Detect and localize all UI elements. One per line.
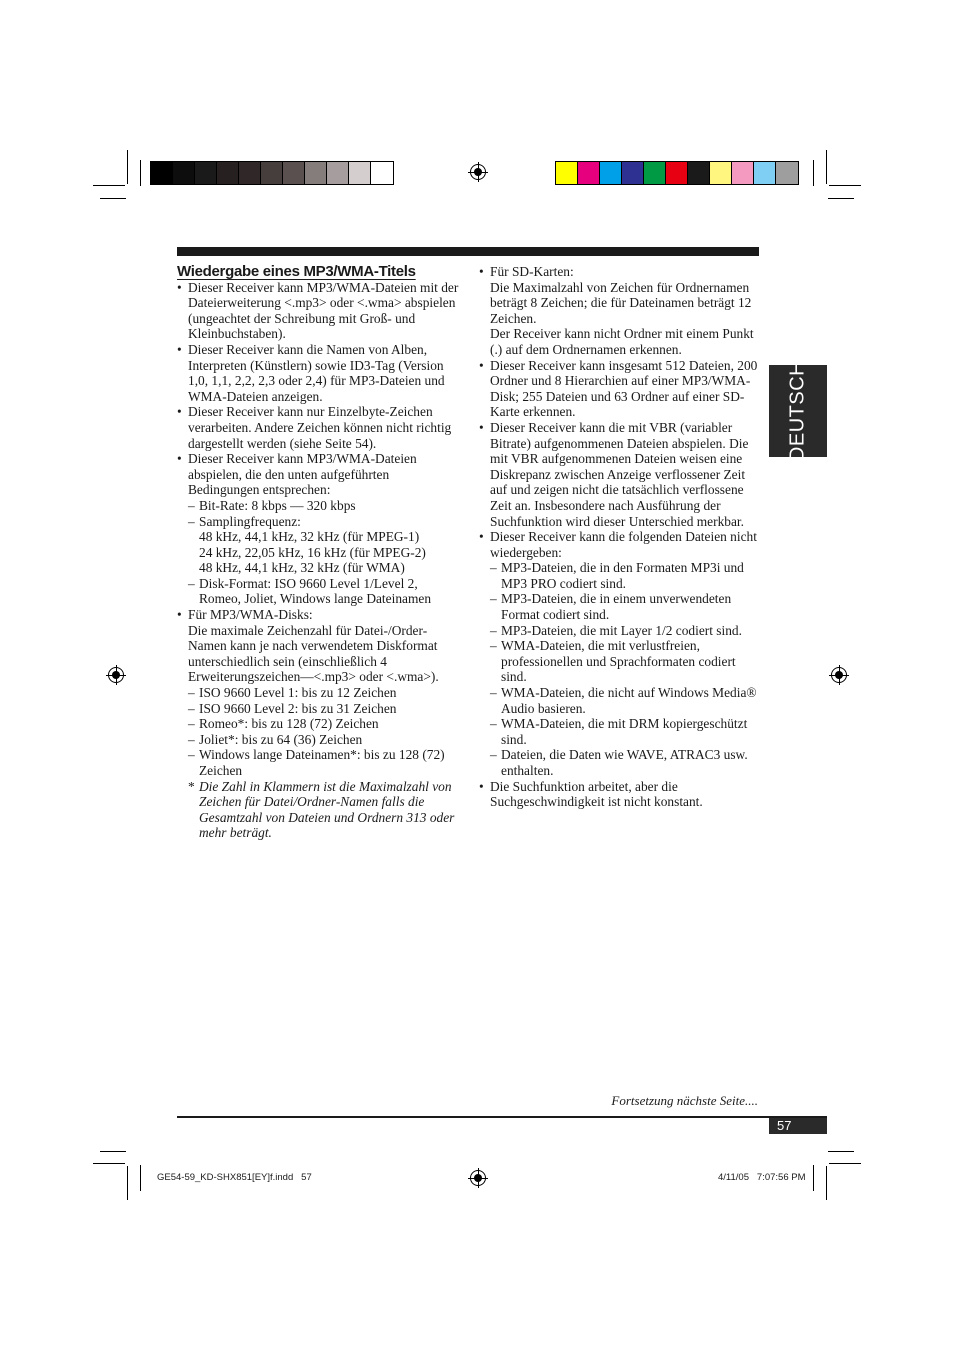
crop-mark (826, 150, 827, 184)
crop-mark (100, 198, 126, 199)
registration-mark-icon (470, 1170, 486, 1186)
sub-item: – ISO 9660 Level 1: bis zu 12 Zeichen (177, 685, 460, 701)
sub-item: – MP3-Dateien, die mit Layer 1/2 codiert sind. (479, 623, 761, 639)
color-swatch (349, 162, 371, 184)
left-column (177, 264, 460, 841)
color-swatch (644, 162, 666, 184)
text-line: 24 kHz, 22,05 kHz, 16 kHz (für MPEG-2) (199, 544, 426, 560)
color-swatch (151, 162, 173, 184)
footer-timestamp: 4/11/05 7:07:56 PM (718, 1172, 806, 1183)
sub-item: – WMA-Dateien, die nicht auf Windows Media® Audio basieren. (479, 685, 761, 716)
crop-mark (813, 160, 814, 186)
crop-mark (829, 185, 861, 186)
sub-item: – Samplingfrequenz: (177, 514, 460, 530)
color-swatch (327, 162, 349, 184)
crop-mark (127, 150, 128, 184)
footer-file-info: GE54-59_KD-SHX851[EY]f.indd 57 (157, 1172, 312, 1183)
left-text-list (177, 280, 460, 841)
page-number: 57 (769, 1118, 827, 1134)
right-text-list (479, 264, 761, 810)
color-swatch (578, 162, 600, 184)
crop-mark (140, 1165, 141, 1191)
language-tab-label: DEUTSCH (786, 360, 809, 462)
bullet-item: • Dieser Receiver kann die Namen von Alben, Interpreten (Künstlern) sowie ID3-Tag (Version 1,0, 1,1, 2,2, 2,3 oder 2,4) für MP3-Dateien und WMA-Dateien anzeigen. (177, 342, 460, 404)
color-swatch (283, 162, 305, 184)
sub-item: – ISO 9660 Level 2: bis zu 31 Zeichen (177, 701, 460, 717)
sub-item: – Dateien, die Daten wie WAVE, ATRAC3 usw. enthalten. (479, 747, 761, 778)
color-swatch (754, 162, 776, 184)
crop-mark (813, 1165, 814, 1191)
grayscale-color-bar (150, 161, 394, 185)
right-column (479, 264, 761, 810)
sub-item: – Bit-Rate: 8 kbps — 320 kbps (177, 498, 460, 514)
continuation-note: Fortsetzung nächste Seite.... (611, 1093, 758, 1108)
bullet-item: • Dieser Receiver kann die mit VBR (variabler Bitrate) aufgenommenen Dateien abspielen. Die mit VBR aufgenommenen Dateien weisen eine Diskrepanz zwischen Anzeige verflossener Zeit auf und zeigen nicht die tatsächlich verflossene Zeit an. Insbesondere nach Ausführung der Suchfunktion wird dieser Unterschied merkbar. (479, 420, 761, 529)
text-line: Die Maximalzahl von Zeichen für Ordnernamen beträgt 8 Zeichen; die für Dateinamen beträgt 12 Zeichen. (490, 279, 752, 326)
bullet-item: • Für MP3/WMA-Disks: (177, 607, 460, 623)
bullet-item: • Die Suchfunktion arbeitet, aber die Suchgeschwindigkeit ist nicht konstant. (479, 779, 761, 810)
footer-rule (177, 1116, 827, 1118)
color-swatch (710, 162, 732, 184)
color-swatch (666, 162, 688, 184)
text-line: 48 kHz, 44,1 kHz, 32 kHz (für WMA) (199, 560, 405, 576)
bullet-item: • Dieser Receiver kann nur Einzelbyte-Zeichen verarbeiten. Andere Zeichen können nicht richtig dargestellt werden (siehe Seite 54). (177, 404, 460, 451)
color-swatch (371, 162, 393, 184)
color-swatch (217, 162, 239, 184)
bullet-item: • Dieser Receiver kann MP3/WMA-Dateien abspielen, die den unten aufgeführten Bedingungen entsprechen: (177, 451, 460, 498)
sub-item: – Romeo*: bis zu 128 (72) Zeichen (177, 716, 460, 732)
text-line: 48 kHz, 44,1 kHz, 32 kHz (für MPEG-1) (199, 529, 420, 545)
bullet-item: • Dieser Receiver kann die folgenden Dateien nicht wiedergeben: (479, 529, 761, 560)
color-swatch (622, 162, 644, 184)
crop-mark (140, 160, 141, 186)
section-title: Wiedergabe eines MP3/WMA-Titels (177, 263, 416, 280)
crop-mark (829, 1163, 861, 1164)
language-tab (769, 360, 827, 462)
text-line: Die maximale Zeichenzahl für Datei-/Order-Namen kann je nach verwendetem Diskformat unterschiedlich sein (einschließlich 4 Erweiterungszeichen—<.mp3> oder <.wma>). (188, 622, 439, 685)
bullet-item: • Für SD-Karten: (479, 264, 761, 280)
color-swatch (600, 162, 622, 184)
color-swatch (732, 162, 754, 184)
registration-mark-icon (831, 667, 847, 683)
color-swatch (195, 162, 217, 184)
text-line: Der Receiver kann nicht Ordner mit einem Punkt (.) auf dem Ordnernamen erkennen. (490, 326, 754, 357)
crop-mark (100, 1151, 126, 1152)
color-swatch (556, 162, 578, 184)
cmyk-color-bar (555, 161, 799, 185)
color-swatch (239, 162, 261, 184)
sub-item: – Windows lange Dateinamen*: bis zu 128 (72) Zeichen (177, 747, 460, 778)
sub-item: – WMA-Dateien, die mit verlustfreien, professionellen und Sprachformaten codiert sind. (479, 638, 761, 685)
crop-mark (826, 1166, 827, 1200)
sub-item: – Disk-Format: ISO 9660 Level 1/Level 2, Romeo, Joliet, Windows lange Dateinamen (177, 576, 460, 607)
crop-mark (127, 1166, 128, 1200)
bullet-item: • Dieser Receiver kann MP3/WMA-Dateien mit der Dateierweiterung <.mp3> oder <.wma> abspielen (ungeachtet der Schreibung mit Groß- und Kleinbuchstaben). (177, 280, 460, 342)
sub-item: – MP3-Dateien, die in den Formaten MP3i und MP3 PRO codiert sind. (479, 560, 761, 591)
crop-mark (93, 185, 125, 186)
sub-item: – Joliet*: bis zu 64 (36) Zeichen (177, 732, 460, 748)
registration-mark-icon (470, 164, 486, 180)
crop-mark (93, 1163, 125, 1164)
color-swatch (776, 162, 798, 184)
color-swatch (173, 162, 195, 184)
color-swatch (688, 162, 710, 184)
bullet-item: • Dieser Receiver kann insgesamt 512 Dateien, 200 Ordner und 8 Hierarchien auf einer MP3/WMA-Disk; 255 Dateien und 63 Ordner auf einer SD-Karte erkennen. (479, 358, 761, 420)
footnote: * Die Zahl in Klammern ist die Maximalzahl von Zeichen für Datei/Ordner-Namen falls die Gesamtzahl von Dateien und Ordnern 313 oder mehr beträgt. (177, 779, 460, 841)
color-swatch (261, 162, 283, 184)
sub-item: – MP3-Dateien, die in einem unverwendeten Format codiert sind. (479, 591, 761, 622)
registration-mark-icon (108, 667, 124, 683)
sub-item: – WMA-Dateien, die mit DRM kopiergeschützt sind. (479, 716, 761, 747)
crop-mark (828, 1151, 854, 1152)
crop-mark (828, 198, 854, 199)
header-rule (177, 247, 759, 256)
color-swatch (305, 162, 327, 184)
